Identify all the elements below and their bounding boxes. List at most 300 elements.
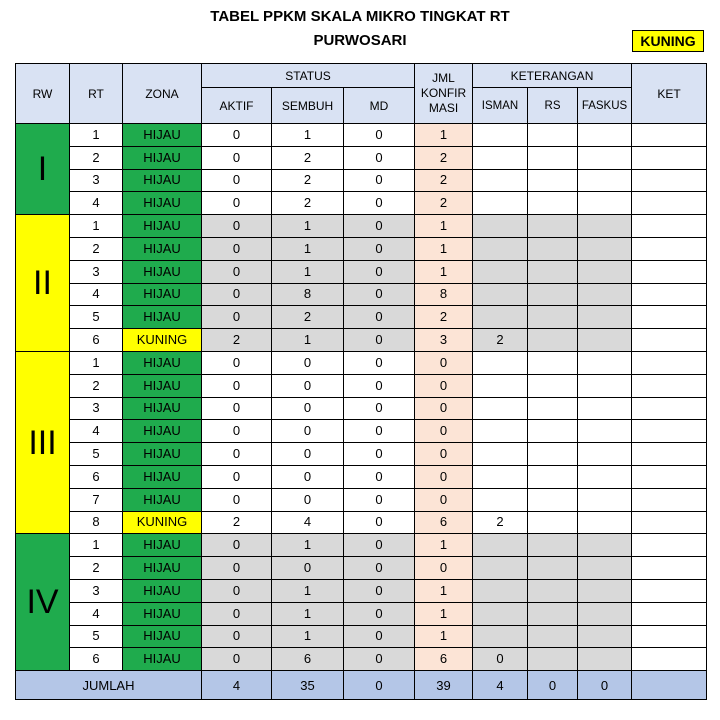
zona-cell: KUNING: [123, 511, 202, 534]
aktif-cell: 0: [202, 465, 272, 488]
header-jml-konfirmasi: [415, 64, 473, 124]
rs-cell: [528, 192, 578, 215]
zona-cell: HIJAU: [123, 465, 202, 488]
table-row: [16, 169, 707, 192]
rt-cell: 4: [70, 420, 123, 443]
rs-cell: [528, 237, 578, 260]
jml-konfirmasi-cell: 1: [415, 625, 473, 648]
jml-konfirmasi-cell: 2: [415, 169, 473, 192]
zona-cell: HIJAU: [123, 146, 202, 169]
ket-cell: [632, 283, 707, 306]
sembuh-cell: 6: [272, 648, 344, 671]
faskus-cell: [578, 602, 632, 625]
total-faskus: 0: [578, 671, 632, 700]
aktif-cell: 0: [202, 260, 272, 283]
faskus-cell: [578, 169, 632, 192]
table-row: [16, 511, 707, 534]
jml-konfirmasi-cell: 2: [415, 192, 473, 215]
rs-cell: [528, 329, 578, 352]
ket-cell: [632, 169, 707, 192]
jml-konfirmasi-cell: 0: [415, 488, 473, 511]
zona-cell: HIJAU: [123, 306, 202, 329]
isman-cell: [473, 124, 528, 147]
header-faskus: FASKUS: [578, 88, 632, 124]
rt-cell: 2: [70, 146, 123, 169]
ket-cell: [632, 124, 707, 147]
zona-cell: HIJAU: [123, 192, 202, 215]
header-rs: RS: [528, 88, 578, 124]
md-cell: 0: [344, 329, 415, 352]
rs-cell: [528, 579, 578, 602]
aktif-cell: 0: [202, 625, 272, 648]
isman-cell: [473, 420, 528, 443]
rt-cell: 3: [70, 260, 123, 283]
header-zona: ZONA: [123, 64, 202, 124]
jml-konfirmasi-cell: 1: [415, 124, 473, 147]
table-row: [16, 329, 707, 352]
faskus-cell: [578, 146, 632, 169]
rs-cell: [528, 534, 578, 557]
aktif-cell: 0: [202, 192, 272, 215]
faskus-cell: [578, 283, 632, 306]
rt-cell: 6: [70, 465, 123, 488]
table-row: [16, 648, 707, 671]
rs-cell: [528, 146, 578, 169]
rs-cell: [528, 374, 578, 397]
total-jml: 39: [415, 671, 473, 700]
table-row: [16, 351, 707, 374]
jml-konfirmasi-cell: 1: [415, 534, 473, 557]
md-cell: 0: [344, 283, 415, 306]
table-row: [16, 579, 707, 602]
ket-cell: [632, 648, 707, 671]
rt-cell: 1: [70, 534, 123, 557]
rt-cell: 2: [70, 374, 123, 397]
md-cell: 0: [344, 488, 415, 511]
md-cell: 0: [344, 237, 415, 260]
jml-konfirmasi-cell: 0: [415, 420, 473, 443]
header-rt: RT: [70, 64, 123, 124]
table-subtitle: PURWOSARI: [313, 32, 407, 49]
ket-cell: [632, 397, 707, 420]
zona-cell: KUNING: [123, 329, 202, 352]
zone-status-badge: KUNING: [632, 30, 704, 52]
sembuh-cell: 1: [272, 602, 344, 625]
rt-cell: 3: [70, 579, 123, 602]
faskus-cell: [578, 648, 632, 671]
rt-cell: 3: [70, 397, 123, 420]
zona-cell: HIJAU: [123, 602, 202, 625]
header-md: MD: [344, 88, 415, 124]
ket-cell: [632, 465, 707, 488]
rs-cell: [528, 215, 578, 238]
aktif-cell: 0: [202, 306, 272, 329]
jml-konfirmasi-cell: 2: [415, 146, 473, 169]
sembuh-cell: 2: [272, 306, 344, 329]
jml-konfirmasi-cell: 0: [415, 374, 473, 397]
rs-cell: [528, 306, 578, 329]
ket-cell: [632, 511, 707, 534]
md-cell: 0: [344, 215, 415, 238]
ket-cell: [632, 215, 707, 238]
aktif-cell: 2: [202, 329, 272, 352]
sembuh-cell: 0: [272, 443, 344, 466]
zona-cell: HIJAU: [123, 625, 202, 648]
sembuh-cell: 0: [272, 420, 344, 443]
md-cell: 0: [344, 260, 415, 283]
total-aktif: 4: [202, 671, 272, 700]
zona-cell: HIJAU: [123, 579, 202, 602]
faskus-cell: [578, 237, 632, 260]
sembuh-cell: 0: [272, 374, 344, 397]
md-cell: 0: [344, 465, 415, 488]
isman-cell: [473, 260, 528, 283]
zona-cell: HIJAU: [123, 374, 202, 397]
isman-cell: [473, 579, 528, 602]
rt-cell: 5: [70, 625, 123, 648]
rt-cell: 5: [70, 443, 123, 466]
jml-konfirmasi-cell: 1: [415, 579, 473, 602]
aktif-cell: 0: [202, 443, 272, 466]
ket-cell: [632, 488, 707, 511]
jml-konfirmasi-cell: 2: [415, 306, 473, 329]
faskus-cell: [578, 625, 632, 648]
isman-cell: [473, 237, 528, 260]
rt-cell: 8: [70, 511, 123, 534]
table-header: [16, 64, 707, 124]
isman-cell: [473, 306, 528, 329]
table-title: TABEL PPKM SKALA MIKRO TINGKAT RT: [210, 8, 510, 25]
rt-cell: 7: [70, 488, 123, 511]
md-cell: 0: [344, 579, 415, 602]
rt-cell: 6: [70, 329, 123, 352]
sembuh-cell: 1: [272, 260, 344, 283]
jml-konfirmasi-cell: 0: [415, 465, 473, 488]
aktif-cell: 0: [202, 397, 272, 420]
ket-cell: [632, 420, 707, 443]
faskus-cell: [578, 488, 632, 511]
aktif-cell: 0: [202, 169, 272, 192]
faskus-cell: [578, 351, 632, 374]
faskus-cell: [578, 192, 632, 215]
rt-cell: 4: [70, 192, 123, 215]
sembuh-cell: 8: [272, 283, 344, 306]
ket-cell: [632, 329, 707, 352]
sembuh-cell: 1: [272, 579, 344, 602]
rt-cell: 2: [70, 557, 123, 580]
table-row: [16, 488, 707, 511]
jml-konfirmasi-cell: 3: [415, 329, 473, 352]
table-footer: [16, 671, 707, 700]
rs-cell: [528, 511, 578, 534]
faskus-cell: [578, 420, 632, 443]
ket-cell: [632, 351, 707, 374]
header-jml-line2: KONFIR: [420, 86, 467, 100]
sembuh-cell: 0: [272, 465, 344, 488]
table-body: [16, 124, 707, 671]
md-cell: 0: [344, 420, 415, 443]
rs-cell: [528, 557, 578, 580]
isman-cell: [473, 488, 528, 511]
rw-label: IV: [16, 534, 70, 671]
isman-cell: 2: [473, 511, 528, 534]
table-row: [16, 420, 707, 443]
sembuh-cell: 0: [272, 351, 344, 374]
ket-cell: [632, 443, 707, 466]
header-jml-line3: MASI: [428, 101, 459, 115]
faskus-cell: [578, 557, 632, 580]
zona-cell: HIJAU: [123, 557, 202, 580]
table-row: [16, 146, 707, 169]
isman-cell: [473, 557, 528, 580]
aktif-cell: 0: [202, 124, 272, 147]
zona-cell: HIJAU: [123, 169, 202, 192]
rs-cell: [528, 625, 578, 648]
md-cell: 0: [344, 534, 415, 557]
header-isman: ISMAN: [473, 88, 528, 124]
isman-cell: [473, 374, 528, 397]
total-sembuh: 35: [272, 671, 344, 700]
aktif-cell: 0: [202, 420, 272, 443]
zona-cell: HIJAU: [123, 283, 202, 306]
ket-cell: [632, 192, 707, 215]
header-keterangan: KETERANGAN: [473, 64, 632, 88]
rt-cell: 6: [70, 648, 123, 671]
total-isman: 4: [473, 671, 528, 700]
faskus-cell: [578, 534, 632, 557]
table-row: [16, 260, 707, 283]
rs-cell: [528, 602, 578, 625]
isman-cell: [473, 397, 528, 420]
sembuh-cell: 1: [272, 329, 344, 352]
aktif-cell: 0: [202, 579, 272, 602]
zona-cell: HIJAU: [123, 397, 202, 420]
header-jml-line1: JML: [432, 71, 455, 85]
rs-cell: [528, 648, 578, 671]
sembuh-cell: 1: [272, 124, 344, 147]
table-row: [16, 557, 707, 580]
rs-cell: [528, 124, 578, 147]
rs-cell: [528, 465, 578, 488]
jml-konfirmasi-cell: 0: [415, 397, 473, 420]
zona-cell: HIJAU: [123, 124, 202, 147]
table-row: [16, 237, 707, 260]
table-row: [16, 602, 707, 625]
table-row: [16, 625, 707, 648]
table-row: [16, 306, 707, 329]
rt-cell: 5: [70, 306, 123, 329]
md-cell: 0: [344, 625, 415, 648]
isman-cell: [473, 146, 528, 169]
sembuh-cell: 0: [272, 397, 344, 420]
ket-cell: [632, 306, 707, 329]
rs-cell: [528, 488, 578, 511]
jml-konfirmasi-cell: 1: [415, 602, 473, 625]
sembuh-cell: 2: [272, 146, 344, 169]
isman-cell: [473, 443, 528, 466]
rw-label: II: [16, 215, 70, 352]
sembuh-cell: 0: [272, 557, 344, 580]
md-cell: 0: [344, 557, 415, 580]
aktif-cell: 0: [202, 534, 272, 557]
faskus-cell: [578, 124, 632, 147]
faskus-cell: [578, 215, 632, 238]
rt-cell: 3: [70, 169, 123, 192]
sembuh-cell: 2: [272, 169, 344, 192]
rt-cell: 4: [70, 283, 123, 306]
table-row: [16, 465, 707, 488]
isman-cell: [473, 215, 528, 238]
md-cell: 0: [344, 602, 415, 625]
zona-cell: HIJAU: [123, 260, 202, 283]
jml-konfirmasi-cell: 1: [415, 260, 473, 283]
zona-cell: HIJAU: [123, 215, 202, 238]
md-cell: 0: [344, 146, 415, 169]
header-aktif: AKTIF: [202, 88, 272, 124]
faskus-cell: [578, 465, 632, 488]
md-cell: 0: [344, 351, 415, 374]
jml-konfirmasi-cell: 6: [415, 511, 473, 534]
isman-cell: [473, 534, 528, 557]
aktif-cell: 0: [202, 488, 272, 511]
faskus-cell: [578, 579, 632, 602]
sembuh-cell: 0: [272, 488, 344, 511]
total-ket: [632, 671, 707, 700]
table-row: [16, 397, 707, 420]
ket-cell: [632, 374, 707, 397]
rs-cell: [528, 420, 578, 443]
ket-cell: [632, 579, 707, 602]
jml-konfirmasi-cell: 1: [415, 215, 473, 238]
isman-cell: [473, 625, 528, 648]
jml-konfirmasi-cell: 0: [415, 443, 473, 466]
sembuh-cell: 1: [272, 625, 344, 648]
aktif-cell: 0: [202, 283, 272, 306]
zona-cell: HIJAU: [123, 534, 202, 557]
ket-cell: [632, 625, 707, 648]
faskus-cell: [578, 397, 632, 420]
zona-cell: HIJAU: [123, 420, 202, 443]
faskus-cell: [578, 374, 632, 397]
rs-cell: [528, 283, 578, 306]
isman-cell: [473, 602, 528, 625]
faskus-cell: [578, 260, 632, 283]
md-cell: 0: [344, 397, 415, 420]
faskus-cell: [578, 329, 632, 352]
md-cell: 0: [344, 124, 415, 147]
aktif-cell: 0: [202, 557, 272, 580]
rt-cell: 1: [70, 351, 123, 374]
isman-cell: 2: [473, 329, 528, 352]
sembuh-cell: 2: [272, 192, 344, 215]
rt-cell: 1: [70, 215, 123, 238]
ket-cell: [632, 237, 707, 260]
ket-cell: [632, 557, 707, 580]
aktif-cell: 0: [202, 648, 272, 671]
header-ket: KET: [632, 64, 707, 124]
table-row: [16, 215, 707, 238]
zona-cell: HIJAU: [123, 443, 202, 466]
header-rw: RW: [16, 64, 70, 124]
md-cell: 0: [344, 192, 415, 215]
zona-cell: HIJAU: [123, 488, 202, 511]
jml-konfirmasi-cell: 6: [415, 648, 473, 671]
table-row: [16, 124, 707, 147]
header-sembuh: SEMBUH: [272, 88, 344, 124]
table-row: [16, 374, 707, 397]
ket-cell: [632, 602, 707, 625]
aktif-cell: 0: [202, 602, 272, 625]
rs-cell: [528, 397, 578, 420]
total-rs: 0: [528, 671, 578, 700]
rs-cell: [528, 443, 578, 466]
faskus-cell: [578, 511, 632, 534]
jml-konfirmasi-cell: 0: [415, 557, 473, 580]
jml-konfirmasi-cell: 8: [415, 283, 473, 306]
header-status: STATUS: [202, 64, 415, 88]
rs-cell: [528, 260, 578, 283]
table-row: [16, 192, 707, 215]
isman-cell: [473, 283, 528, 306]
zona-cell: HIJAU: [123, 351, 202, 374]
aktif-cell: 0: [202, 215, 272, 238]
isman-cell: [473, 192, 528, 215]
zona-cell: HIJAU: [123, 237, 202, 260]
md-cell: 0: [344, 306, 415, 329]
ppkm-table: [15, 63, 707, 700]
ket-cell: [632, 534, 707, 557]
faskus-cell: [578, 443, 632, 466]
rs-cell: [528, 169, 578, 192]
aktif-cell: 0: [202, 146, 272, 169]
rw-label: III: [16, 351, 70, 533]
rt-cell: 2: [70, 237, 123, 260]
jml-konfirmasi-cell: 0: [415, 351, 473, 374]
rs-cell: [528, 351, 578, 374]
table-row: [16, 283, 707, 306]
md-cell: 0: [344, 374, 415, 397]
rt-cell: 4: [70, 602, 123, 625]
ket-cell: [632, 260, 707, 283]
md-cell: 0: [344, 169, 415, 192]
md-cell: 0: [344, 443, 415, 466]
rt-cell: 1: [70, 124, 123, 147]
ket-cell: [632, 146, 707, 169]
aktif-cell: 0: [202, 237, 272, 260]
rw-label: I: [16, 124, 70, 215]
isman-cell: [473, 169, 528, 192]
aktif-cell: 0: [202, 351, 272, 374]
isman-cell: [473, 465, 528, 488]
table-row: [16, 534, 707, 557]
md-cell: 0: [344, 648, 415, 671]
sembuh-cell: 1: [272, 237, 344, 260]
md-cell: 0: [344, 511, 415, 534]
sembuh-cell: 4: [272, 511, 344, 534]
total-md: 0: [344, 671, 415, 700]
isman-cell: [473, 351, 528, 374]
faskus-cell: [578, 306, 632, 329]
aktif-cell: 0: [202, 374, 272, 397]
isman-cell: 0: [473, 648, 528, 671]
total-label: JUMLAH: [16, 671, 202, 700]
sembuh-cell: 1: [272, 534, 344, 557]
jml-konfirmasi-cell: 1: [415, 237, 473, 260]
aktif-cell: 2: [202, 511, 272, 534]
zona-cell: HIJAU: [123, 648, 202, 671]
table-row: [16, 443, 707, 466]
sembuh-cell: 1: [272, 215, 344, 238]
